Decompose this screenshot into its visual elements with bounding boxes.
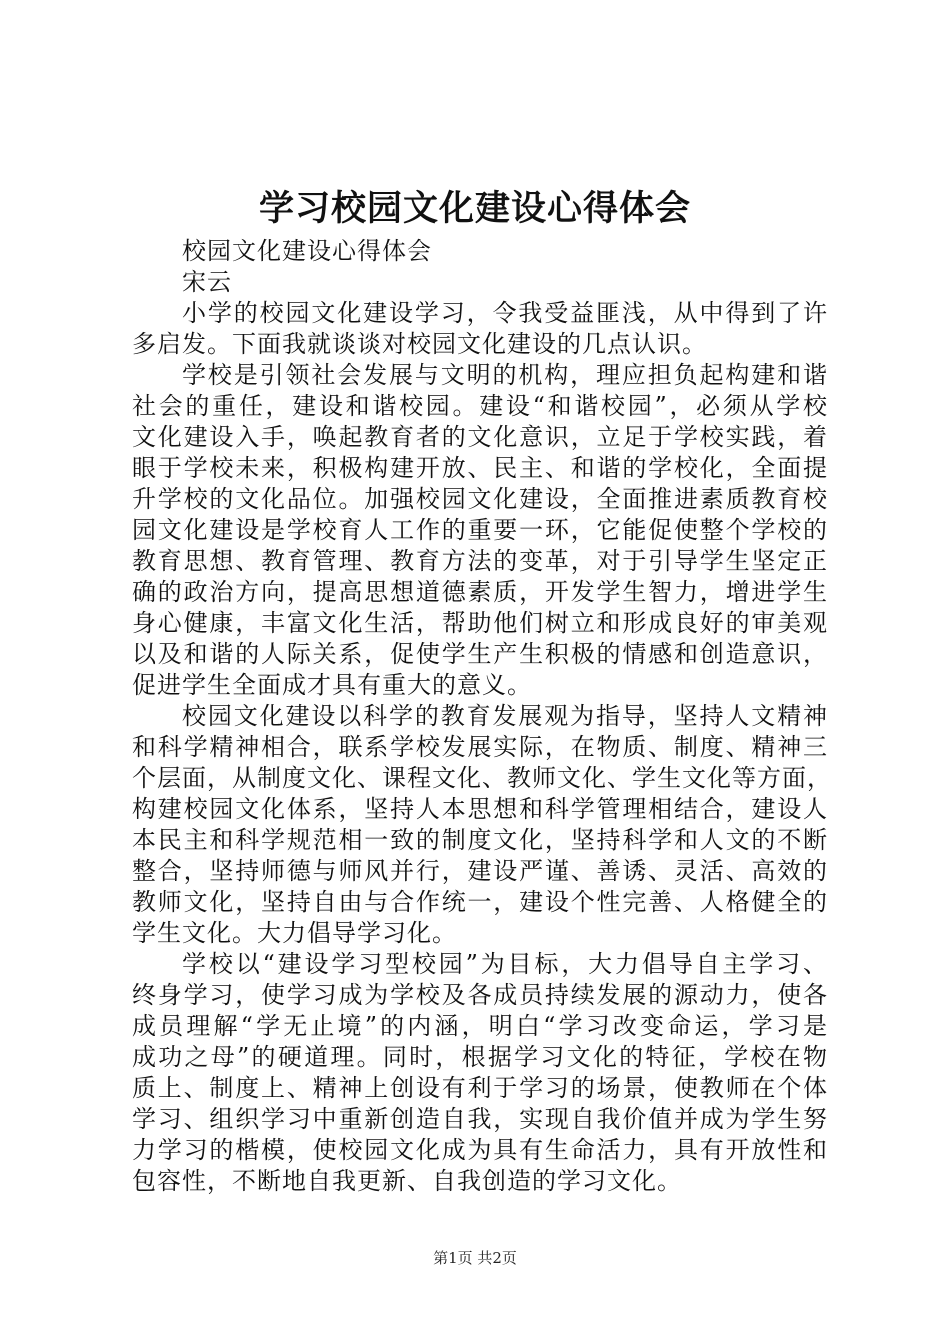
text-line: 多启发。下面我就谈谈对校园文化建设的几点认识。 xyxy=(132,330,707,358)
document-title: 学习校园文化建设心得体会 xyxy=(258,189,691,229)
text-line: 构建校园文化体系，坚持人本思想和科学管理相结合，建设人 xyxy=(132,795,828,823)
text-line: 促进学生全面成才具有重大的意义。 xyxy=(132,671,532,699)
text-line: 本民主和科学规范相一致的制度文化，坚持科学和人文的不断 xyxy=(132,826,828,854)
text-line: 个层面，从制度文化、课程文化、教师文化、学生文化等方面， xyxy=(132,764,832,792)
text-line: 宋云 xyxy=(182,268,232,296)
text-line: 确的政治方向，提高思想道德素质，开发学生智力，增进学生 xyxy=(132,578,828,606)
text-line: 小学的校园文化建设学习，令我受益匪浅，从中得到了许 xyxy=(182,299,828,327)
text-line: 升学校的文化品位。加强校园文化建设，全面推进素质教育校 xyxy=(132,485,828,513)
text-line: 以及和谐的人际关系，促使学生产生积极的情感和创造意识， xyxy=(132,640,828,668)
text-line: 校园文化建设心得体会 xyxy=(182,237,432,265)
text-line: 园文化建设是学校育人工作的重要一环，它能促使整个学校的 xyxy=(132,516,828,544)
text-line: 力学习的楷模，使校园文化成为具有生命活力，具有开放性和 xyxy=(132,1136,828,1164)
text-line: 学生文化。大力倡导学习化。 xyxy=(132,919,457,947)
text-line: 身心健康，丰富文化生活，帮助他们树立和形成良好的审美观 xyxy=(132,609,828,637)
text-line: 教育思想、教育管理、教育方法的变革，对于引导学生坚定正 xyxy=(132,547,828,575)
text-line: 文化建设入手，唤起教育者的文化意识，立足于学校实践，着 xyxy=(132,423,828,451)
text-line: 学习、组织学习中重新创造自我，实现自我价值并成为学生努 xyxy=(132,1105,828,1133)
text-line: 质上、制度上、精神上创设有利于学习的场景，使教师在个体 xyxy=(132,1074,828,1102)
text-line: 和科学精神相合，联系学校发展实际，在物质、制度、精神三 xyxy=(132,733,828,761)
text-line: 成功之母”的硬道理。同时，根据学习文化的特征，学校在物 xyxy=(132,1043,828,1071)
text-line: 终身学习，使学习成为学校及各成员持续发展的源动力，使各 xyxy=(132,981,828,1009)
text-line: 学校是引领社会发展与文明的机构，理应担负起构建和谐 xyxy=(182,361,828,389)
document-body xyxy=(132,236,832,1197)
text-line: 整合，坚持师德与师风并行，建设严谨、善诱、灵活、高效的 xyxy=(132,857,828,885)
text-line: 社会的重任，建设和谐校园。建设“和谐校园”，必须从学校 xyxy=(132,392,828,420)
text-line: 校园文化建设以科学的教育发展观为指导，坚持人文精神 xyxy=(182,702,828,730)
text-line: 教师文化，坚持自由与合作统一，建设个性完善、人格健全的 xyxy=(132,888,828,916)
text-line: 眼于学校未来，积极构建开放、民主、和谐的学校化，全面提 xyxy=(132,454,828,482)
text-line: 成员理解“学无止境”的内涵，明白“学习改变命运，学习是 xyxy=(132,1012,828,1040)
text-line: 学校以“建设学习型校园”为目标，大力倡导自主学习、 xyxy=(182,950,828,978)
page-footer: 第1页 共2页 xyxy=(433,1249,517,1267)
text-line: 包容性，不断地自我更新、自我创造的学习文化。 xyxy=(132,1167,682,1195)
